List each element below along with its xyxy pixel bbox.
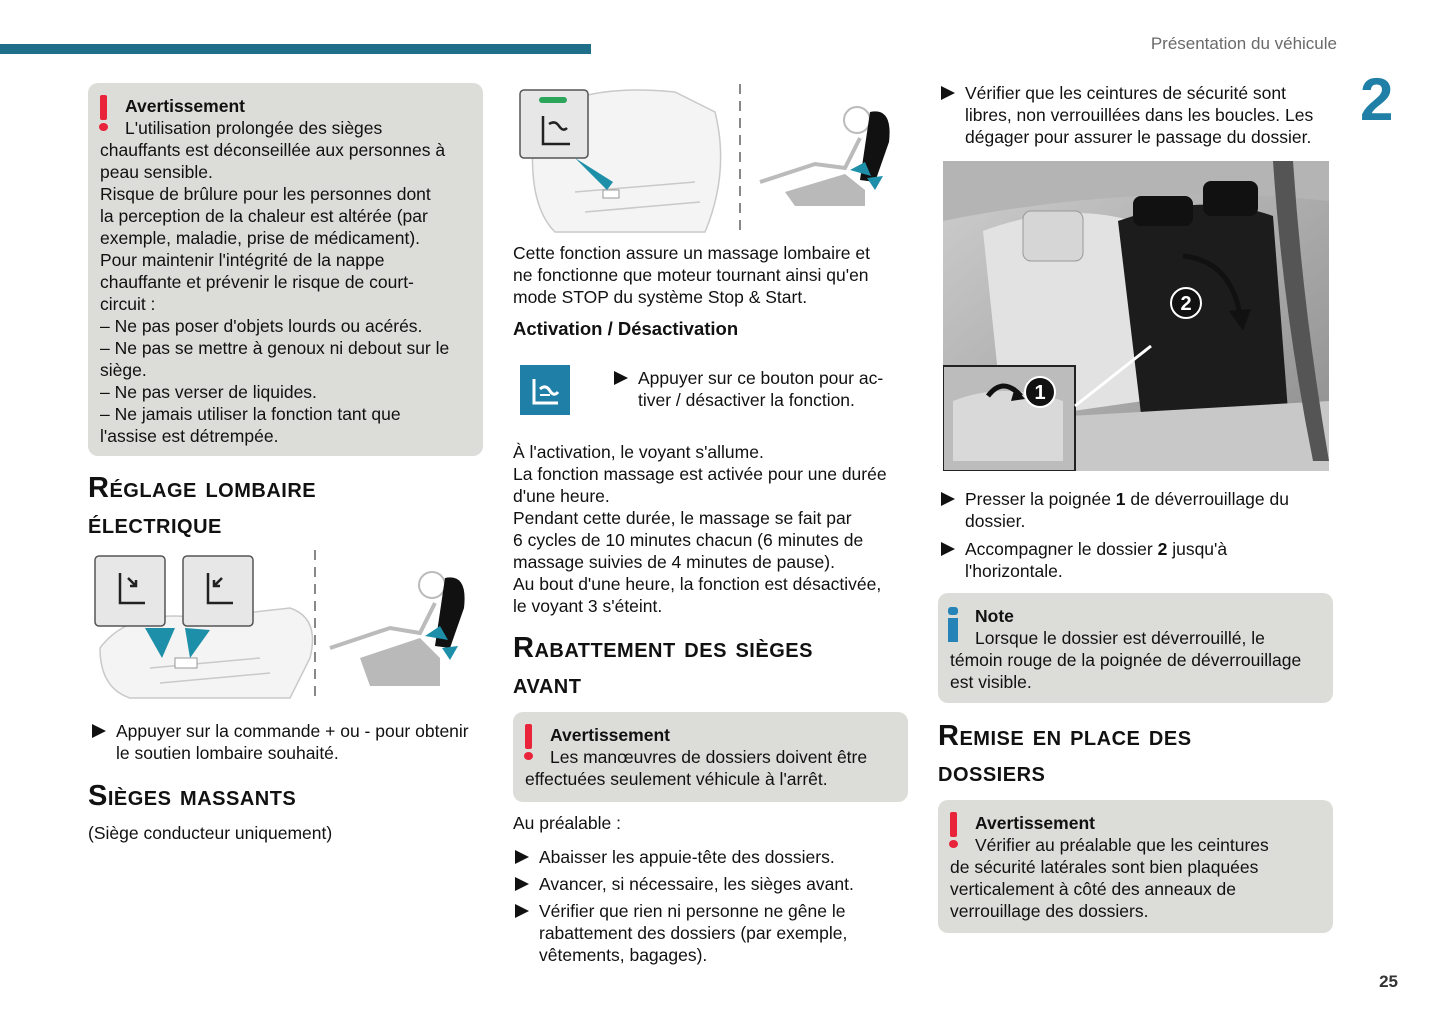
seatbelt-instruction bbox=[939, 82, 1339, 148]
bullet-line: Vérifier que rien ni personne ne gêne le bbox=[539, 901, 846, 921]
massage-button-icon bbox=[520, 90, 588, 158]
warning-line: chauffants est déconseillée aux personnes à bbox=[100, 140, 446, 160]
step-number: 1 bbox=[1115, 489, 1126, 509]
info-icon bbox=[948, 607, 960, 643]
warning-line: Les manœuvres de dossiers doivent être bbox=[550, 747, 868, 767]
section-title-line: Réglage lombaire bbox=[88, 472, 317, 504]
warning-line: L'utilisation prolongée des sièges bbox=[125, 118, 383, 138]
note-line: Lorsque le dossier est déverrouillé, le bbox=[975, 628, 1265, 648]
page-header-title: Présentation du véhicule bbox=[1150, 34, 1337, 53]
text-line: massage suivies de 4 minutes de pause). bbox=[513, 552, 835, 572]
callout-label: 2 bbox=[1180, 293, 1192, 315]
bullet-line: dégager pour assurer le passage du dossier. bbox=[965, 127, 1312, 147]
text-line: mode STOP du système Stop & Start. bbox=[513, 287, 808, 307]
section-title-line: Remise en place des bbox=[938, 720, 1192, 752]
unlock-steps bbox=[939, 488, 1339, 582]
text-fragment: Presser la poignée bbox=[965, 489, 1116, 509]
section-title-reset bbox=[938, 718, 1192, 790]
text-line: Au bout d'une heure, la fonction est désactivée, bbox=[513, 574, 882, 594]
warning-icon bbox=[948, 812, 958, 848]
bullet-line: libres, non verrouillées dans les boucles. Les bbox=[965, 105, 1314, 125]
massage-details bbox=[513, 441, 908, 617]
warning-line: exemple, maladie, prise de médicament). bbox=[100, 228, 421, 248]
callout-1 bbox=[1025, 377, 1055, 407]
bullet-line: vêtements, bagages). bbox=[539, 945, 708, 965]
bullet-line: tiver / désactiver la fonction. bbox=[638, 390, 855, 410]
bullet-item bbox=[513, 873, 908, 895]
header-accent-bar bbox=[0, 44, 591, 54]
text-line: ne fonctionne que moteur tournant ainsi qu'en bbox=[513, 265, 869, 285]
text-fragment: jusqu'à bbox=[1167, 539, 1228, 559]
warning-line: – Ne pas verser de liquides. bbox=[100, 382, 317, 402]
warning-line: – Ne pas poser d'objets lourds ou acérés. bbox=[100, 316, 423, 336]
bullet-line: dossier. bbox=[965, 511, 1026, 531]
warning-icon bbox=[523, 724, 533, 760]
page-number: 25 bbox=[1379, 972, 1398, 991]
text-line: 6 cycles de 10 minutes chacun (6 minutes de bbox=[513, 530, 864, 550]
section-title-lumbar bbox=[88, 470, 316, 542]
warning-line: de sécurité latérales sont bien plaquées bbox=[950, 857, 1259, 877]
lumbar-instruction bbox=[90, 720, 485, 764]
text-line: À l'activation, le voyant s'allume. bbox=[513, 442, 764, 462]
text-line: Pendant cette durée, le massage se fait par bbox=[513, 508, 852, 528]
section-title-folding bbox=[513, 630, 813, 702]
text-fragment: Accompagner le dossier bbox=[965, 539, 1158, 559]
step-number: 2 bbox=[1157, 539, 1168, 559]
warning-line: verrouillage des dossiers. bbox=[950, 901, 1149, 921]
text-line: La fonction massage est activée pour une durée bbox=[513, 464, 887, 484]
reset-warning-box bbox=[938, 800, 1333, 933]
massage-intro bbox=[513, 242, 908, 308]
folding-steps bbox=[513, 846, 908, 966]
lumbar-button-icon bbox=[95, 556, 165, 626]
bullet-item bbox=[513, 900, 908, 966]
warning-line: – Ne pas se mettre à genoux ni debout sur le bbox=[100, 338, 450, 358]
section-title-line: Rabattement des sièges bbox=[513, 632, 813, 664]
warning-icon bbox=[98, 95, 108, 131]
folding-prereq: Au préalable : bbox=[513, 813, 621, 833]
bullet-item bbox=[90, 720, 485, 764]
bullet-line bbox=[965, 538, 1339, 560]
warning-line: chauffante et prévenir le risque de court- bbox=[100, 272, 414, 292]
heated-seat-warning-box bbox=[88, 83, 483, 456]
bullet-line: Appuyer sur ce bouton pour ac- bbox=[638, 368, 884, 388]
section-title-line: Sièges massants bbox=[88, 780, 297, 812]
bullet-line: Abaisser les appuie-tête des dossiers. bbox=[539, 847, 835, 867]
warning-line: l'assise est détrempée. bbox=[100, 426, 279, 446]
note-box bbox=[938, 593, 1333, 703]
note-title: Note bbox=[975, 606, 1014, 626]
note-line: témoin rouge de la poignée de déverrouillage bbox=[950, 650, 1302, 670]
section-title-line: électrique bbox=[88, 508, 222, 540]
text-line: d'une heure. bbox=[513, 486, 610, 506]
warning-line: peau sensible. bbox=[100, 162, 213, 182]
activation-instruction bbox=[612, 367, 907, 411]
bullet-line: l'horizontale. bbox=[965, 561, 1063, 581]
bullet-line: le soutien lombaire souhaité. bbox=[116, 743, 339, 763]
massage-button-icon bbox=[520, 365, 570, 415]
section-title-line: dossiers bbox=[938, 756, 1046, 788]
warning-line: Vérifier au préalable que les ceintures bbox=[975, 835, 1269, 855]
bullet-item bbox=[939, 488, 1339, 532]
text-line: le voyant 3 s'éteint. bbox=[513, 596, 663, 616]
callout-label: 1 bbox=[1034, 382, 1046, 404]
warning-line: Pour maintenir l'intégrité de la nappe bbox=[100, 250, 385, 270]
bullet-line: Appuyer sur la commande + ou - pour obtenir bbox=[116, 721, 469, 741]
activation-title: Activation / Désactivation bbox=[513, 318, 739, 339]
seat-diagram bbox=[90, 548, 480, 706]
warning-title: Avertissement bbox=[125, 96, 245, 116]
bullet-item bbox=[939, 82, 1339, 148]
callout-2 bbox=[1171, 288, 1201, 318]
massage-seat-diagram bbox=[515, 82, 905, 242]
massage-subtitle: (Siège conducteur uniquement) bbox=[88, 823, 333, 843]
note-line: est visible. bbox=[950, 672, 1032, 692]
bullet-line: rabattement des dossiers (par exemple, bbox=[539, 923, 848, 943]
rear-seat-photo bbox=[943, 161, 1329, 471]
folding-warning-box bbox=[513, 712, 908, 802]
bullet-item bbox=[513, 846, 908, 868]
warning-line: – Ne jamais utiliser la fonction tant que bbox=[100, 404, 401, 424]
bullet-item bbox=[939, 538, 1339, 582]
bullet-item bbox=[612, 367, 907, 411]
bullet-line bbox=[965, 488, 1339, 510]
lumbar-button-icon bbox=[183, 556, 253, 626]
warning-line: siège. bbox=[100, 360, 147, 380]
warning-line: la perception de la chaleur est altérée (par bbox=[100, 206, 428, 226]
section-title-line: avant bbox=[513, 668, 582, 700]
section-title-massage bbox=[88, 778, 296, 814]
bullet-line: Avancer, si nécessaire, les sièges avant. bbox=[539, 874, 854, 894]
warning-line: circuit : bbox=[100, 294, 156, 314]
warning-line: Risque de brûlure pour les personnes dont bbox=[100, 184, 431, 204]
text-line: Cette fonction assure un massage lombaire et bbox=[513, 243, 870, 263]
bullet-line: Vérifier que les ceintures de sécurité sont bbox=[965, 83, 1286, 103]
warning-line: verticalement à côté des anneaux de bbox=[950, 879, 1237, 899]
warning-line: effectuées seulement véhicule à l'arrêt. bbox=[525, 769, 828, 789]
text-fragment: de déverrouillage du bbox=[1125, 489, 1289, 509]
warning-title: Avertissement bbox=[550, 725, 670, 745]
warning-title: Avertissement bbox=[975, 813, 1095, 833]
chapter-number: 2 bbox=[1360, 66, 1394, 133]
